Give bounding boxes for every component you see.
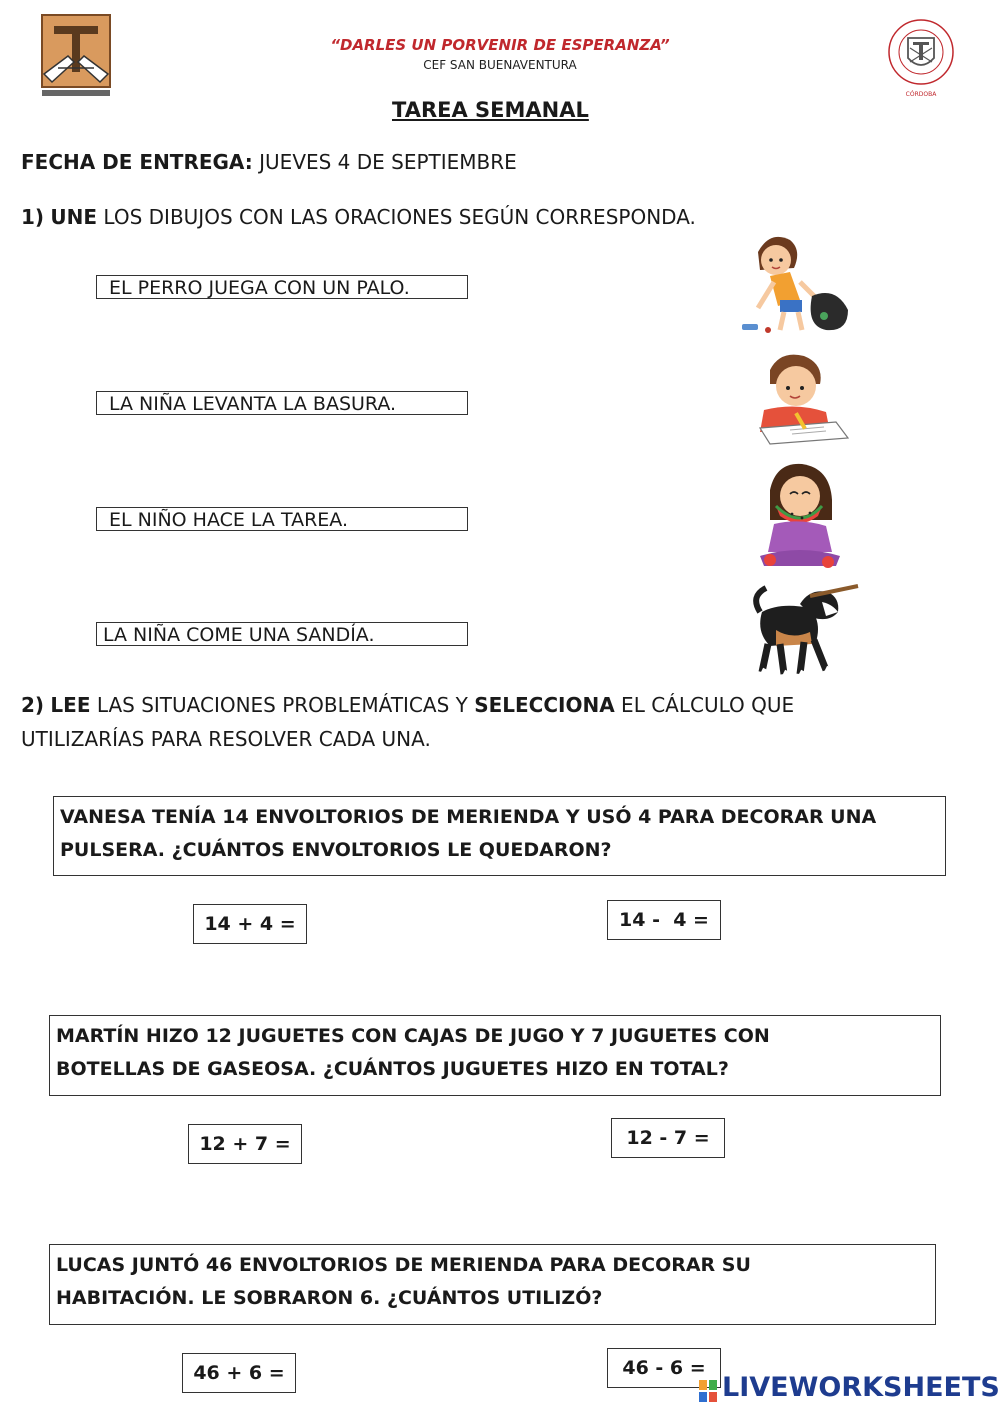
- match-sentence-4[interactable]: LA NIÑA COME UNA SANDÍA.: [96, 622, 468, 646]
- problem-2-line2: BOTELLAS DE GASEOSA. ¿CUÁNTOS JUGUETES HIZO EN TOTAL?: [56, 1058, 729, 1080]
- svg-text:CÓRDOBA: CÓRDOBA: [905, 91, 937, 98]
- liveworksheets-watermark[interactable]: LIVEWORKSHEETS: [722, 1372, 1000, 1403]
- q1-number: 1): [21, 205, 45, 229]
- q2-verb-lee: LEE: [50, 693, 91, 717]
- problem-3-box: [49, 1244, 936, 1325]
- problem-2-line1: MARTÍN HIZO 12 JUGUETES CON CAJAS DE JUGO Y 7 JUGUETES CON: [56, 1025, 770, 1047]
- due-date-value: JUEVES 4 DE SEPTIEMBRE: [252, 150, 517, 174]
- q2-text-rest: EL CÁLCULO QUE: [614, 693, 795, 717]
- q2-verb-selecciona: SELECCIONA: [474, 693, 615, 717]
- boy-doing-homework-picture[interactable]: [740, 350, 860, 446]
- problem-1-line2: PULSERA. ¿CUÁNTOS ENVOLTORIOS LE QUEDARON?: [60, 839, 612, 861]
- franciscan-logo-icon: [38, 12, 114, 98]
- q2-text-mid: LAS SITUACIONES PROBLEMÁTICAS Y: [90, 693, 475, 717]
- school-name: CEF SAN BUENAVENTURA: [423, 58, 577, 72]
- match-sentence-3[interactable]: EL NIÑO HACE LA TAREA.: [96, 507, 468, 531]
- question-1-instruction: [21, 200, 696, 234]
- question-2-instruction: [21, 688, 794, 756]
- problem-3-line1: LUCAS JUNTÓ 46 ENVOLTORIOS DE MERIENDA PARA DECORAR SU: [56, 1254, 751, 1276]
- problem-2-option-subtraction[interactable]: 12 - 7 =: [611, 1118, 725, 1158]
- school-seal-icon: [886, 12, 956, 100]
- page-title: TAREA SEMANAL: [392, 98, 589, 122]
- problem-3-line2: HABITACIÓN. LE SOBRARON 6. ¿CUÁNTOS UTILIZÓ?: [56, 1287, 603, 1309]
- problem-3-option-subtraction[interactable]: 46 - 6 =: [607, 1348, 721, 1388]
- q1-verb: UNE: [50, 205, 98, 229]
- q1-text: LOS DIBUJOS CON LAS ORACIONES SEGÚN CORRESPONDA.: [97, 205, 696, 229]
- q2-text-line2: UTILIZARÍAS PARA RESOLVER CADA UNA.: [21, 727, 431, 751]
- due-date-label: FECHA DE ENTREGA:: [21, 150, 253, 174]
- problem-1-box: [53, 796, 946, 876]
- girl-picking-trash-picture[interactable]: [740, 230, 860, 338]
- q2-number: 2): [21, 693, 45, 717]
- dog-with-stick-picture[interactable]: [740, 582, 860, 680]
- girl-eating-watermelon-picture[interactable]: [740, 460, 860, 570]
- problem-1-line1: VANESA TENÍA 14 ENVOLTORIOS DE MERIENDA Y USÓ 4 PARA DECORAR UNA: [60, 806, 877, 828]
- liveworksheets-logo-icon: [698, 1378, 718, 1404]
- due-date-line: [21, 150, 517, 174]
- match-sentence-1[interactable]: EL PERRO JUEGA CON UN PALO.: [96, 275, 468, 299]
- problem-3-option-addition[interactable]: 46 + 6 =: [182, 1353, 296, 1393]
- school-motto: “DARLES UN PORVENIR DE ESPERANZA”: [330, 36, 670, 54]
- problem-2-option-addition[interactable]: 12 + 7 =: [188, 1124, 302, 1164]
- problem-1-option-addition[interactable]: 14 + 4 =: [193, 904, 307, 944]
- problem-1-option-subtraction[interactable]: 14 - 4 =: [607, 900, 721, 940]
- match-sentence-2[interactable]: LA NIÑA LEVANTA LA BASURA.: [96, 391, 468, 415]
- problem-2-box: [49, 1015, 941, 1096]
